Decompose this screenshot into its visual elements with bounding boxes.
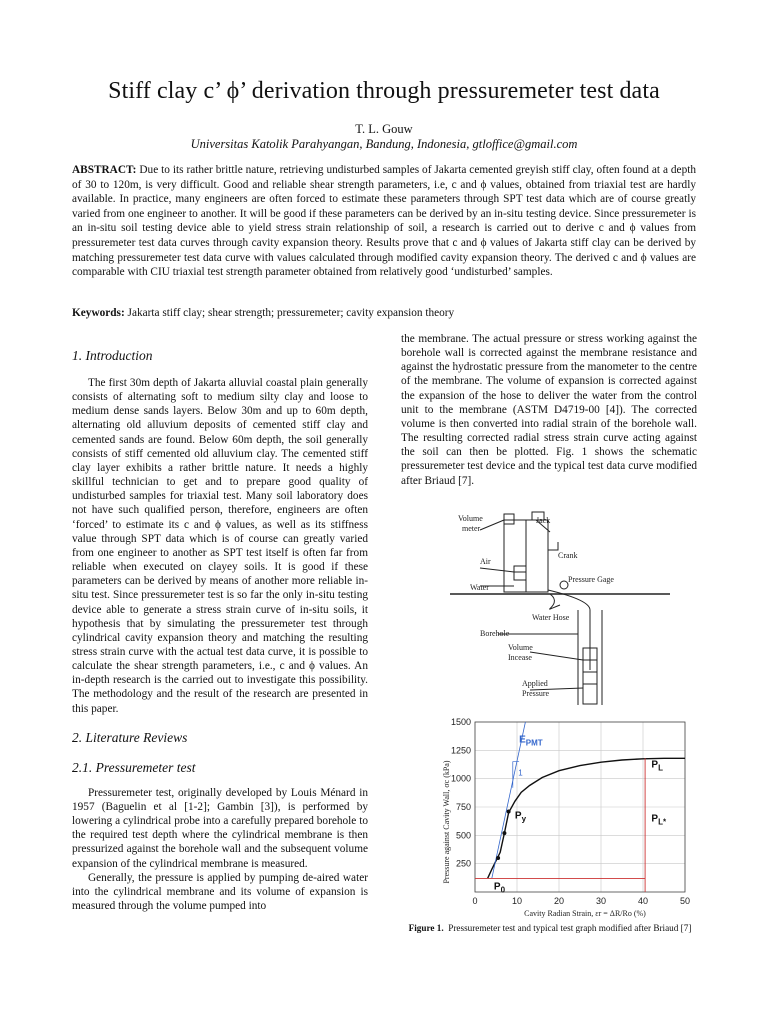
paper-title: Stiff clay c’ ϕ’ derivation through pressuremeter test data	[108, 78, 660, 104]
right-column-paragraph: the membrane. The actual pressure or stress working against the borehole wall is corrected against the membrane resistance and against the hydrostatic pressure from the manometer to the centre of the membrane. The volume of expansion is corrected against the expansion of the hose to deliver the water from the control unit to the membrane (ASTM D4719-00 [4]). The corrected volume is then converted into radial strain of the borehole wall. The resulting corrected radial stress strain curve acting against the soil can then be plotted. Fig. 1 shows the schematic pressuremeter test device and the typical test data curve modified after Briaud [7].	[401, 333, 697, 487]
label-air: Air	[480, 557, 491, 566]
figure-caption-text: Pressuremeter test and typical test graph modified after Briaud [7]	[448, 923, 692, 933]
plstar-label: $P_{L*}$	[651, 813, 667, 827]
pressuremeter-paragraph-1: Pressuremeter test, originally developed by Louis Ménard in 1957 (Baguelin et al [1-2]; Gambin [3]), is performed by lowering a cylindrical probe into a carefully prepared borehole to the required test depth where the cylindrical membrane is then pressurized against the borehole wall and the subsequent volume expansion of the cylindrical membrane is measured.	[72, 786, 368, 870]
epmt-label: $E_{PMT}$	[519, 734, 543, 748]
x-tick-label: 0	[472, 896, 478, 906]
p0-label: $P_0$	[493, 881, 506, 895]
label-applied: Applied	[522, 679, 548, 688]
label-meter: meter	[462, 524, 481, 533]
pl-label: $P_L$	[651, 759, 663, 773]
abstract	[72, 163, 696, 280]
epmt-tangent-line	[492, 722, 526, 878]
data-point	[502, 831, 506, 835]
volume-meter-box	[504, 514, 514, 524]
label-water-hose: Water Hose	[532, 613, 570, 622]
subsection-heading-pressuremeter: 2.1. Pressuremeter test	[72, 759, 196, 775]
figure-label: Figure 1.	[408, 923, 444, 933]
keywords	[72, 306, 696, 321]
right-column	[401, 332, 697, 488]
abstract-text: Due to its rather brittle nature, retrieving undisturbed samples of Jakarta cemented greyish stiff clay, often found at a depth of 30 to 120m, is very difficult. Good and reliable shear strength parameters, i.e, c and ϕ values, obtained from triaxial test are hardly available. In practice, many engineers are often forced to estimate these parameters through SPT test data which are of course greatly varied from one engineer to another. It will be good if these parameters can be derived by an in-situ testing device. Since pressuremeter is an in-situ soil testing device able to yield stress strain relationship of soil, a research is carried out to derive c and ϕ values from pressuremeter test data curves through cavity expansion theory. Results prove that c and ϕ values of Jakarta stiff clay can be derived by matching pressuremeter test data curve with values calculated through modified cavity expansion theory. The derived c and ϕ values are comparable with CIU triaxial test strength parameter obtained from relatively good ‘undisturbed’ samples.	[72, 164, 697, 279]
data-point	[496, 856, 500, 860]
section-heading-introduction: 1. Introduction	[72, 348, 153, 363]
pressuremeter-chart	[435, 712, 695, 920]
section-heading-literature: 2. Literature Reviews	[72, 729, 188, 745]
py-label: $P_y$	[514, 810, 527, 824]
label-borehole: Borehole	[480, 629, 510, 638]
y-tick-label: 1250	[450, 745, 471, 756]
hose-coil	[550, 594, 560, 609]
chart-ylabel: Pressure against Cavity Wall, σc (kPa)	[442, 760, 451, 884]
figure-caption	[404, 922, 696, 934]
slope-one-label: 1	[518, 768, 523, 778]
x-tick-label: 10	[511, 896, 523, 906]
data-point	[507, 810, 511, 814]
x-tick-label: 20	[553, 896, 565, 906]
y-tick-label: 250	[455, 858, 471, 869]
pressuremeter-schematic	[440, 510, 680, 710]
air-tank	[514, 566, 526, 580]
label-pressure-gage: Pressure Gage	[568, 575, 614, 584]
x-tick-label: 50	[679, 896, 691, 906]
pressuremeter-paragraph-2: Generally, the pressure is applied by pumping de-aired water into the cylindrical membrane and its volume of expansion is measured through the volume pumped into	[72, 871, 368, 912]
pressure-gage	[560, 581, 568, 589]
crank	[548, 542, 558, 550]
y-tick-label: 1000	[450, 773, 471, 784]
keywords-text: Jakarta stiff clay; shear strength; pressuremeter; cavity expansion theory	[127, 307, 455, 319]
label-jack: Jack	[536, 516, 551, 525]
label-volume-increase: Volume	[508, 643, 533, 652]
introduction-paragraph: The first 30m depth of Jakarta alluvial coastal plain generally consists of alternating soft to medium silty clay and loose to medium dense sands layers. Below 30m and up to 60m depth, alternating old alluvium deposits of cemented stiff clay and cemented sands are found. Below 60m depth, the soil generally consists of stiff cemented old alluvium clay. The cemented stiff clay layer exhibits a rather brittle nature. It needs a highly skillful technician to get and to prepare good quality of undisturbed samples for triaxial test. Many soil laboratory does not have such qualified person, therefore, engineers are often ‘forced’ to estimate its c and ϕ values, as well as its stiffness value through SPT data which is of course can greatly varied from one engineer to another as SPT test itself is often far from reliable when executed on clayey soils. It is good if these parameters can be derived by means of another more reliable in-situ test. Since pressuremeter test is so far the only in-situ testing device able to generate a stress strain curve of in-situ soils, it hypothesis that by simulating the pressuremeter test through cylindrical cavity expansion theory and matching the resulting stress strain curve with the actual test data curve, it is possible to calculate the shear strength parameters, i.e., c and ϕ values. An in-depth research is the carried out to investigate this possibility. The methodology and the result of the research are presented in this paper.	[72, 377, 368, 715]
y-tick-label: 750	[455, 802, 471, 812]
label-pressure: Pressure	[522, 689, 550, 698]
chart-xlabel: Cavity Radian Strain, εr = ΔR/Ro (%)	[524, 909, 646, 918]
x-tick-label: 40	[637, 896, 649, 906]
label-increase: Incease	[508, 653, 532, 662]
x-tick-label: 30	[595, 896, 607, 906]
y-tick-label: 1500	[450, 717, 471, 727]
author-name: T. L. Gouw	[355, 122, 413, 136]
label-water: Water	[470, 583, 489, 592]
keywords-label: Keywords:	[72, 307, 125, 319]
author-affiliation: Universitas Katolik Parahyangan, Bandung, Indonesia, gtloffice@gmail.com	[190, 137, 578, 151]
label-volume: Volume	[458, 514, 483, 523]
left-column	[72, 348, 368, 913]
y-tick-label: 500	[455, 830, 471, 841]
abstract-label: ABSTRACT:	[72, 164, 137, 176]
label-crank: Crank	[558, 551, 578, 560]
